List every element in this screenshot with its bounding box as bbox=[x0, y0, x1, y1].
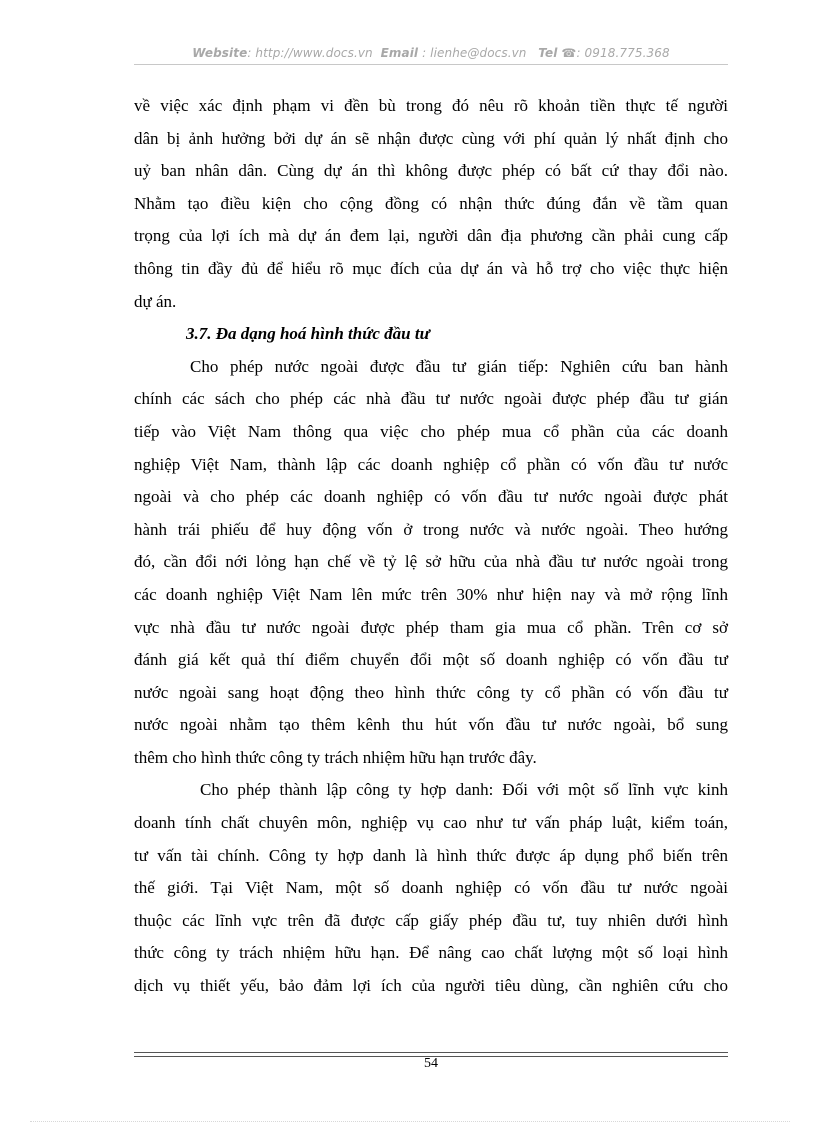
page-header bbox=[134, 46, 728, 60]
phone-icon: ☎ bbox=[561, 46, 577, 60]
text-line: nghiệp Việt Nam, thành lập các doanh nghiệp cổ phần có vốn đầu tư nước bbox=[134, 454, 728, 474]
text-line: nước ngoài nhằm tạo thêm kênh thu hút vốn đầu tư nước ngoài, bổ sung bbox=[134, 715, 728, 735]
header-divider bbox=[134, 64, 728, 65]
text-line: ngoài và cho phép các doanh nghiệp có vốn đầu tư nước ngoài được phát bbox=[134, 487, 728, 507]
text-line: Cho phép nước ngoài được đầu tư gián tiếp: Nghiên cứu ban hành bbox=[190, 356, 728, 376]
text-line: vực nhà đầu tư nước ngoài được phép tham gia mua cổ phần. Trên cơ sở bbox=[134, 617, 728, 637]
text-line: đánh giá kết quả thí điểm chuyển đổi một số doanh nghiệp có vốn đầu tư bbox=[134, 650, 728, 670]
text-line: dự án. bbox=[134, 291, 177, 311]
text-line: dịch vụ thiết yếu, bảo đảm lợi ích của người tiêu dùng, cần nghiên cứu cho bbox=[134, 976, 728, 996]
page-number: 54 bbox=[424, 1056, 438, 1071]
text-line: hành trái phiếu để huy động vốn ở trong nước và nước ngoài. Theo hướng bbox=[134, 519, 728, 539]
email-value: : lienhe@docs.vn bbox=[422, 46, 527, 60]
text-line: Cho phép thành lập công ty hợp danh: Đối với một số lĩnh vực kinh bbox=[200, 780, 728, 800]
text-line: nước ngoài sang hoạt động theo hình thức công ty cổ phần có vốn đầu tư bbox=[134, 682, 728, 702]
document-body bbox=[134, 90, 728, 1003]
page-bottom-border bbox=[30, 1121, 790, 1122]
text-line: doanh tính chất chuyên môn, nghiệp vụ cao như tư vấn pháp luật, kiểm toán, bbox=[134, 813, 728, 833]
website-value: : http://www.docs.vn bbox=[247, 46, 373, 60]
text-line: đó, cần đổi nới lỏng hạn chế về tỷ lệ sở hữu của nhà đầu tư nước ngoài trong bbox=[134, 552, 728, 572]
text-line: tư vấn tài chính. Công ty hợp danh là hình thức được áp dụng phổ biến trên bbox=[134, 845, 728, 865]
text-line: dân bị ảnh hưởng bởi dự án sẽ nhận được cùng với phí quản lý nhất định cho bbox=[134, 128, 728, 148]
paragraph-compensation bbox=[134, 90, 728, 318]
text-line: thế giới. Tại Việt Nam, một số doanh nghiệp có vốn đầu tư nước ngoài bbox=[134, 878, 728, 898]
text-line: về việc xác định phạm vi đền bù trong đó nêu rõ khoản tiền thực tế người bbox=[134, 96, 728, 115]
text-line: thức công ty trách nhiệm hữu hạn. Để nâng cao chất lượng một số loại hình bbox=[134, 943, 728, 963]
tel-label: Tel bbox=[538, 46, 558, 60]
text-line: thêm cho hình thức công ty trách nhiệm hữu hạn trước đây. bbox=[134, 747, 537, 767]
paragraph-indirect-investment bbox=[134, 351, 728, 775]
text-line: uỷ ban nhân dân. Cùng dự án thì không được phép có bất cứ thay đổi nào. bbox=[134, 161, 728, 181]
email-label: Email bbox=[380, 46, 419, 60]
section-heading: 3.7. Đa dạng hoá hình thức đầu tư bbox=[186, 324, 430, 344]
website-label: Website bbox=[192, 46, 248, 60]
text-line: thông tin đầy đủ để hiểu rõ mục đích của dự án và hỗ trợ cho việc thực hiện bbox=[134, 258, 728, 278]
text-line: thuộc các lĩnh vực trên đã được cấp giấy phép đầu tư, tuy nhiên dưới hình bbox=[134, 910, 728, 930]
text-line: chính các sách cho phép các nhà đầu tư nước ngoài được phép đầu tư gián bbox=[134, 389, 728, 409]
text-line: Nhằm tạo điều kiện cho cộng đồng có nhận thức đúng đắn về tầm quan bbox=[134, 193, 728, 213]
tel-value: : 0918.775.368 bbox=[576, 46, 670, 60]
text-line: trọng của lợi ích mà dự án đem lại, người dân địa phương cần phải cung cấp bbox=[134, 226, 728, 246]
paragraph-partnership bbox=[134, 774, 728, 1002]
text-line: tiếp vào Việt Nam thông qua việc cho phép mua cổ phần của các doanh bbox=[134, 421, 728, 441]
text-line: các doanh nghiệp Việt Nam lên mức trên 30% như hiện nay và mở rộng lĩnh bbox=[134, 584, 728, 604]
